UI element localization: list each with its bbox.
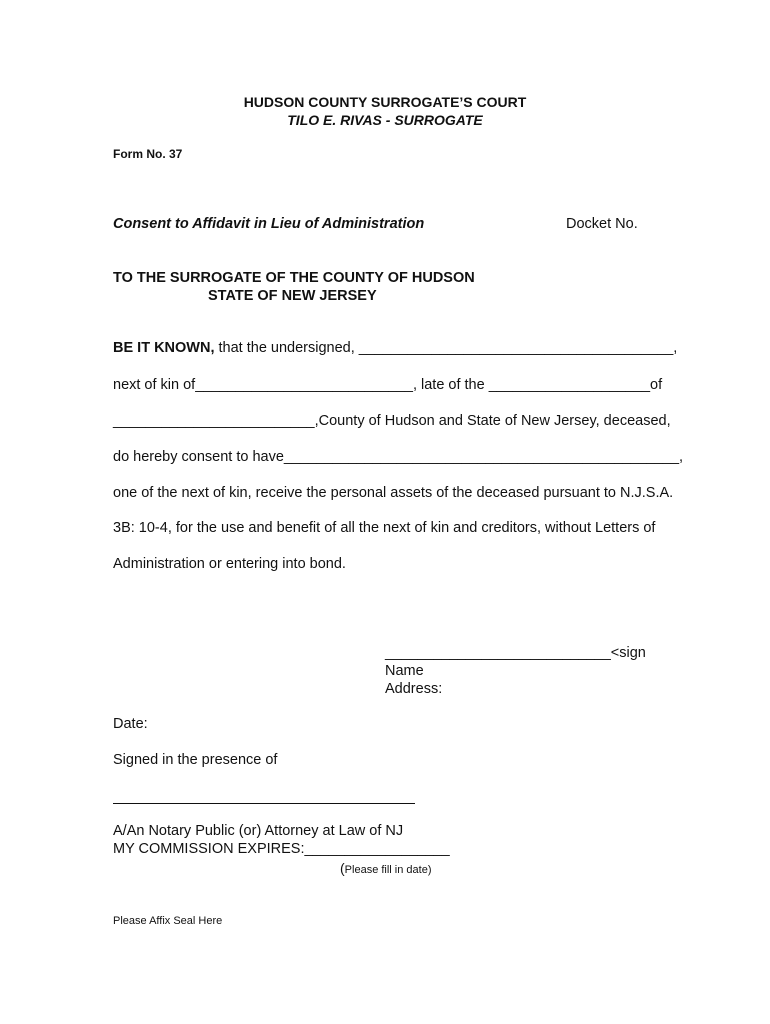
body-line-1 [113, 340, 677, 356]
signature-address-label: Address: [385, 681, 443, 697]
addressee-line-1: TO THE SURROGATE OF THE COUNTY OF HUDSON [113, 270, 475, 286]
notary-label: A/An Notary Public (or) Attorney at Law of NJ [113, 823, 404, 839]
be-it-known-lead: BE IT KNOWN, [113, 340, 215, 356]
fill-in-open-paren: ( [340, 860, 345, 876]
surrogate-name: TILO E. RIVAS - SURROGATE [287, 112, 483, 128]
undersigned-text: that the undersigned, _______________________________________, [214, 340, 678, 356]
body-line-5: one of the next of kin, receive the personal assets of the deceased pursuant to N.J.S.A. [113, 485, 674, 501]
fill-in-date-note [340, 860, 432, 876]
court-name: HUDSON COUNTY SURROGATE’S COURT [243, 94, 527, 110]
signature-line: ____________________________<sign [385, 645, 646, 661]
witness-signature-line [113, 803, 415, 804]
addressee-line-2: STATE OF NEW JERSEY [208, 288, 377, 304]
presence-label: Signed in the presence of [113, 752, 278, 768]
form-number: Form No. 37 [113, 147, 183, 161]
body-line-6: 3B: 10-4, for the use and benefit of all the next of kin and creditors, without Letters of [113, 520, 656, 536]
body-line-3: _________________________,County of Hudson and State of New Jersey, deceased, [113, 413, 671, 429]
affix-seal-note: Please Affix Seal Here [113, 915, 223, 927]
signature-name-label: Name [385, 663, 424, 679]
commission-expires-label: MY COMMISSION EXPIRES:__________________ [113, 841, 450, 857]
docket-label: Docket No. [566, 216, 638, 232]
document-title: Consent to Affidavit in Lieu of Administration [113, 216, 425, 232]
fill-in-text: Please fill in date) [344, 864, 432, 876]
body-line-2: next of kin of___________________________, late of the ____________________of [113, 377, 663, 393]
body-line-4: do hereby consent to have_________________________________________________, [113, 449, 684, 465]
date-label: Date: [113, 716, 148, 732]
body-line-7: Administration or entering into bond. [113, 556, 346, 572]
